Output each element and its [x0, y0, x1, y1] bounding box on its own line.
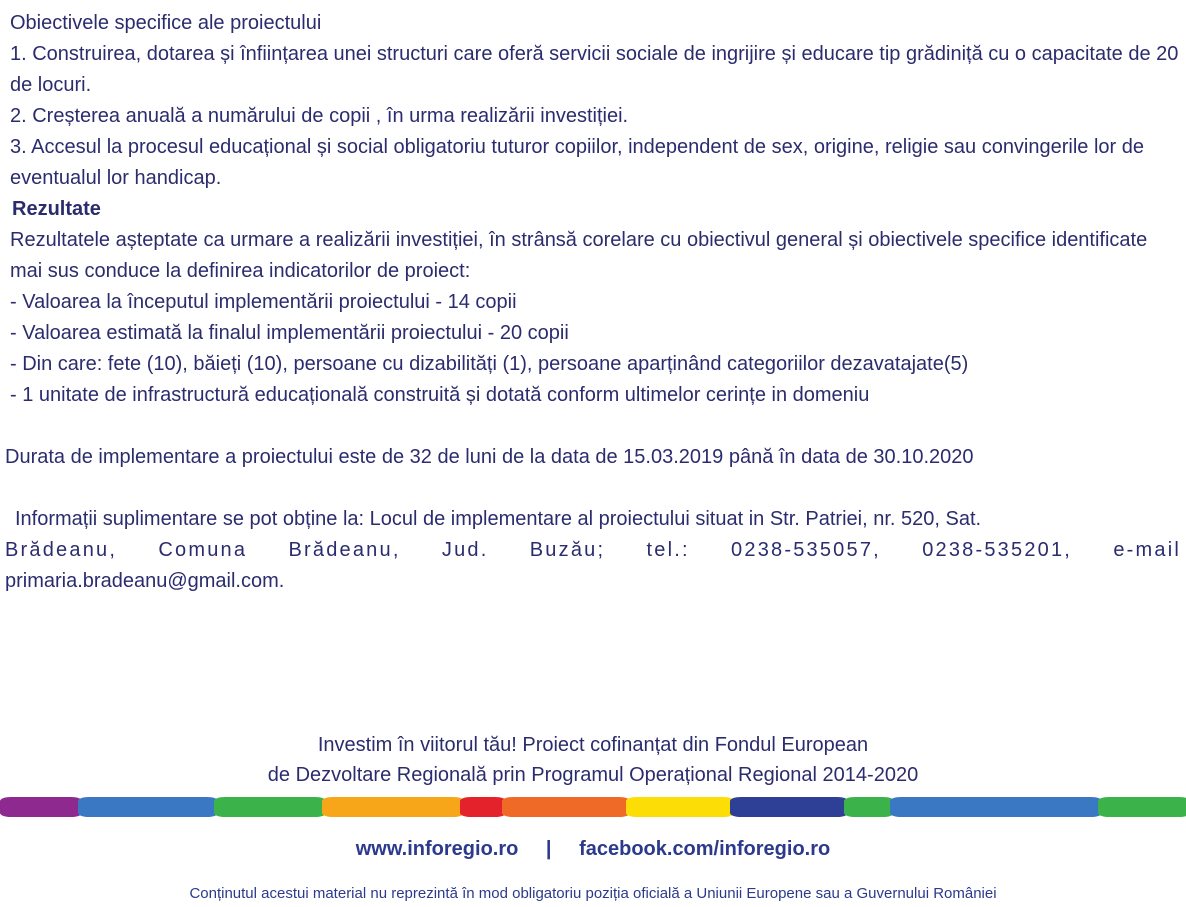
color-stripe-segment [730, 797, 848, 817]
objective-item-2: 2. Creșterea anuală a numărului de copii , în urma realizării investiției. [10, 105, 629, 127]
results-heading: Rezultate [12, 198, 101, 220]
disclaimer-text: Conținutul acestui material nu reprezintă în mod obligatoriu poziția oficială a Uniunii Europene sau a Guvernului României [189, 885, 997, 902]
link-separator: | [545, 838, 552, 860]
result-item-4: - 1 unitate de infrastructură educațională construită și dotată conform ultimelor cerințe in domeniu [10, 384, 870, 406]
website-link[interactable]: www.inforegio.ro [355, 838, 519, 860]
footer-links [0, 838, 1186, 861]
color-stripe-segment [78, 797, 218, 817]
color-stripe-segment [502, 797, 630, 817]
contact-line-1: Informații suplimentare se pot obține la: Locul de implementare al proiectului situat in Str. Patriei, nr. 520, Sat. [15, 508, 982, 530]
result-item-2: - Valoarea estimată la finalul implementării proiectului - 20 copii [10, 322, 569, 344]
color-stripe-segment [890, 797, 1102, 817]
funding-tagline [0, 730, 1186, 790]
tagline-line-2: de Dezvoltare Regională prin Programul Operațional Regional 2014-2020 [267, 764, 919, 786]
contact-line-2: Brădeanu, Comuna Brădeanu, Jud. Buzău; tel.: 0238-535057, 0238-535201, e-mail [5, 539, 1181, 561]
color-stripe-segment [322, 797, 464, 817]
color-stripe-segment [460, 797, 506, 817]
objective-item-3: 3. Accesul la procesul educațional și social obligatoriu tuturor copiilor, independent de sex, origine, religie sau convingerile lor de eventualul lor handicap. [10, 136, 1145, 189]
contact-info [5, 504, 1181, 597]
color-stripe-segment [844, 797, 894, 817]
color-stripe-segment [626, 797, 734, 817]
result-item-1: - Valoarea la începutul implementării proiectului - 14 copii [10, 291, 517, 313]
result-item-3: - Din care: fete (10), băieți (10), persoane cu dizabilități (1), persoane aparținând categoriilor dezavatajate(5) [10, 353, 969, 375]
color-stripe-band [0, 797, 1186, 817]
main-content [5, 8, 1181, 597]
spacer [5, 411, 1181, 442]
results-intro: Rezultatele așteptate ca urmare a realizării investiției, în strânsă corelare cu obiectivul general și obiectivele specifice identificate mai sus conduce la definirea indicatorilor de proiect: [10, 229, 1148, 282]
color-stripe-segment [0, 797, 82, 817]
objectives-heading: Obiectivele specifice ale proiectului [10, 12, 322, 34]
spacer [5, 473, 1181, 504]
contact-email: primaria.bradeanu@gmail.com. [5, 570, 285, 592]
tagline-line-1: Investim în viitorul tău! Proiect cofinanțat din Fondul European [317, 734, 869, 756]
objective-item-1: 1. Construirea, dotarea și înființarea unei structuri care oferă servicii sociale de ingrijire și educare tip grădiniță cu o capacitate de 20 de locuri. [10, 43, 1179, 96]
color-stripe-segment [214, 797, 326, 817]
duration-text: Durata de implementare a proiectului este de 32 de luni de la data de 15.03.2019 până în data de 30.10.2020 [5, 446, 974, 468]
facebook-link[interactable]: facebook.com/inforegio.ro [579, 838, 831, 860]
color-stripe-segment [1098, 797, 1186, 817]
